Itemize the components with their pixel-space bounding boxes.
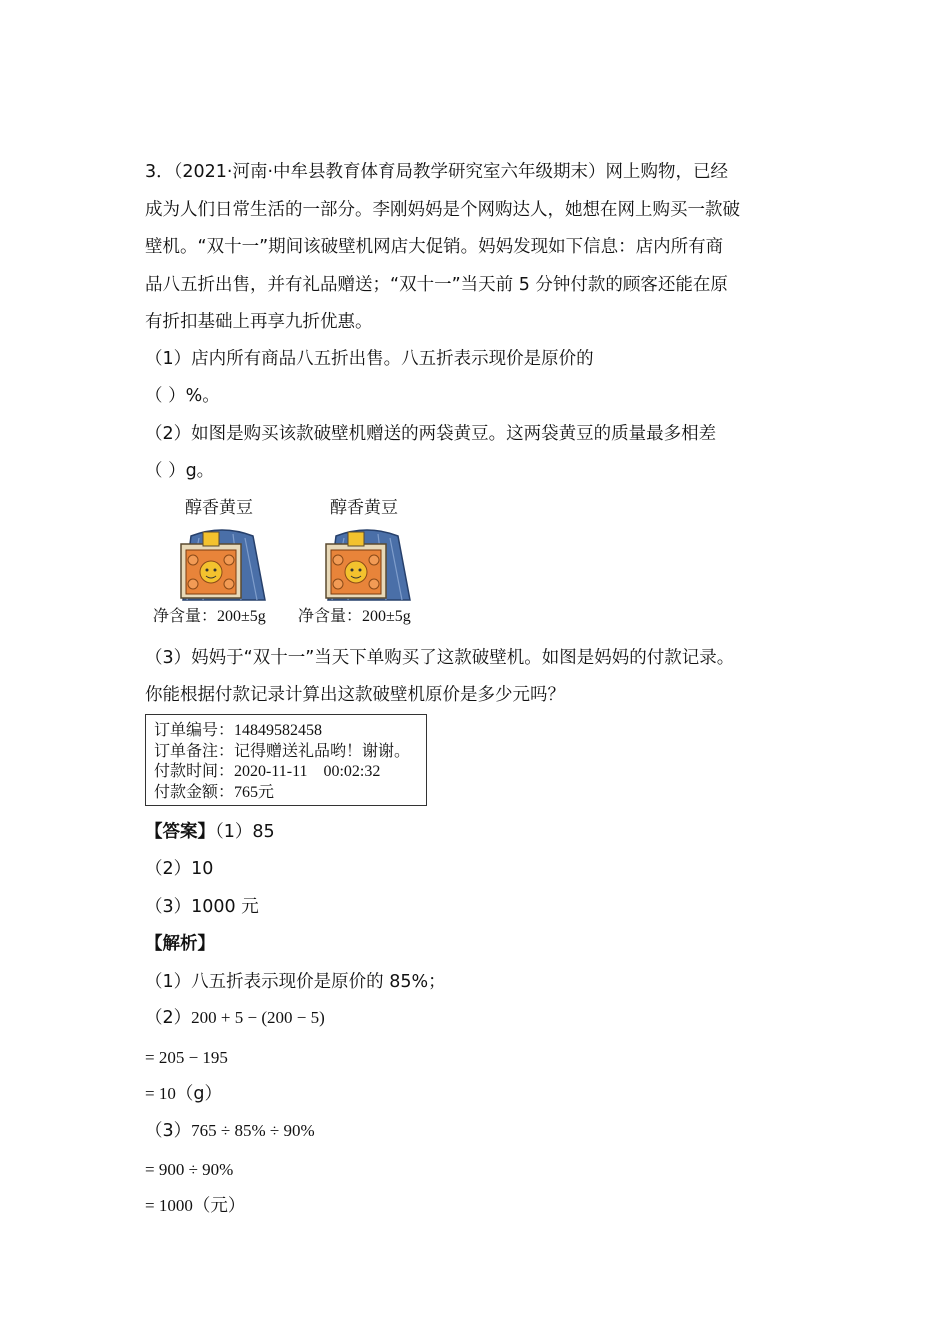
step-prefix: （2） [145, 1008, 192, 1028]
analysis-step-2a: = 205 − 195 [145, 1048, 228, 1067]
record-label: 付款时间： [154, 761, 235, 780]
part2-blank: （ ）g。 [145, 461, 215, 481]
record-value: 记得赠送礼品哟！谢谢。 [234, 741, 411, 760]
net-value: 200±5g [217, 608, 266, 625]
math-expression: = 10 [145, 1084, 176, 1103]
bag-1-title: 醇香黄豆 [185, 498, 253, 518]
analysis-step-2 [145, 1006, 325, 1030]
net-value: 200±5g [362, 608, 411, 625]
part3-line-1: （3）妈妈于“双十一”当天下单购买了这款破壁机。如图是妈妈的付款记录。 [145, 648, 735, 668]
record-row-amount [154, 782, 418, 803]
answer-heading: 【答案】 [145, 822, 215, 842]
part3-line-2: 你能根据付款记录计算出这款破壁机原价是多少元吗？ [145, 685, 565, 705]
unit: （元） [192, 1196, 246, 1216]
answer-line-1 [145, 820, 275, 844]
analysis-step-3b [145, 1194, 245, 1218]
part1-text: （1）店内所有商品八五折出售。八五折表示现价是原价的 [145, 349, 594, 369]
soybean-bag-icon [177, 522, 267, 602]
record-row-order-id [154, 720, 418, 741]
unit: （g） [175, 1084, 222, 1104]
answer-1: （1）85 [215, 822, 275, 842]
soybean-bag-icon [322, 522, 412, 602]
bag-2-net [298, 605, 411, 628]
part2-text: （2）如图是购买该款破壁机赠送的两袋黄豆。这两袋黄豆的质量最多相差 [145, 424, 717, 444]
analysis-step-1: （1）八五折表示现价是原价的 85%； [145, 972, 446, 992]
part1-blank: （ ）%。 [145, 386, 220, 406]
record-value: 14849582458 [234, 722, 323, 739]
answer-3: （3）1000 元 [145, 897, 259, 917]
question-line-5: 有折扣基础上再享九折优惠。 [145, 312, 373, 332]
bag-1-net [153, 605, 266, 628]
record-label: 付款金额： [154, 782, 235, 801]
analysis-step-3a: = 900 ÷ 90% [145, 1160, 234, 1179]
question-line-2: 成为人们日常生活的一部分。李刚妈妈是个网购达人，她想在网上购买一款破 [145, 200, 740, 220]
analysis-step-2b [145, 1082, 222, 1106]
math-expression: = 1000 [145, 1196, 193, 1215]
step-prefix: （3） [145, 1121, 192, 1141]
record-label: 订单编号： [154, 720, 235, 739]
record-value: 2020-11-11 00:02:32 [234, 763, 381, 780]
question-line-3: 壁机。“双十一”期间该破壁机网店大促销。妈妈发现如下信息：店内所有商 [145, 237, 724, 257]
payment-record-box [145, 714, 427, 806]
question-line-1: 3．（2021·河南·中牟县教育体育局教学研究室六年级期末）网上购物，已经 [145, 162, 729, 182]
net-label: 净含量： [298, 606, 363, 625]
bag-2-title: 醇香黄豆 [330, 498, 398, 518]
record-value: 765元 [234, 784, 275, 801]
analysis-step-3 [145, 1119, 315, 1143]
math-expression: 200 + 5 − (200 − 5) [191, 1008, 325, 1027]
record-label: 订单备注： [154, 741, 235, 760]
question-line-4: 品八五折出售，并有礼品赠送；“双十一”当天前 5 分钟付款的顾客还能在原 [145, 275, 728, 295]
record-row-time [154, 761, 418, 782]
answer-2: （2）10 [145, 859, 214, 879]
analysis-heading: 【解析】 [145, 934, 215, 954]
record-row-note [154, 741, 418, 761]
net-label: 净含量： [153, 606, 218, 625]
math-expression: 765 ÷ 85% ÷ 90% [191, 1121, 315, 1140]
